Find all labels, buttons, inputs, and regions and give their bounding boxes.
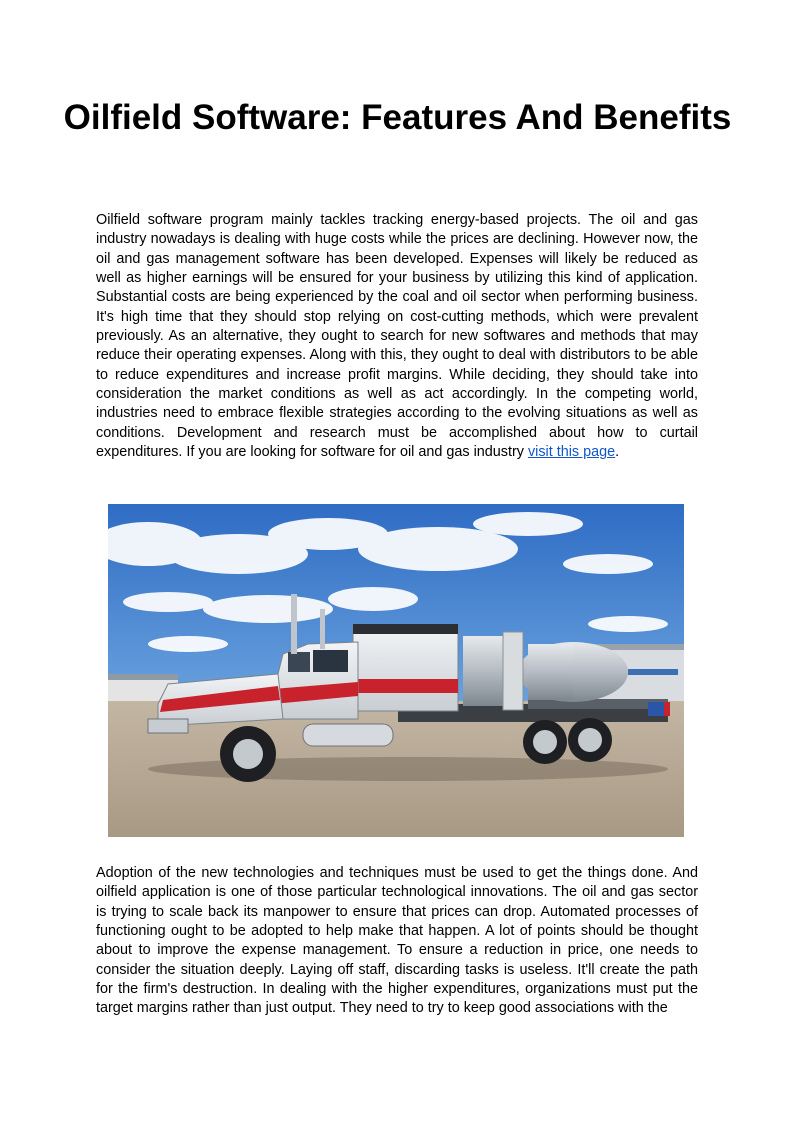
- intro-paragraph-end: .: [615, 444, 620, 461]
- page-title: Oilfield Software: Features And Benefits: [63, 98, 732, 137]
- truck-sleeper: [353, 626, 458, 711]
- visit-page-link[interactable]: visit this page: [527, 444, 616, 461]
- body-paragraph: Adoption of the new technologies and techniques must be used to get the things done. And oilfield application is one of those particular technological innovations. The oil and gas sector is trying to scale back its manpower to ensure that prices can drop. Automated processes of functioning ought to be adopted to help make that happen. A lot of points should be thought about to improve the expense management. To ensure a reduction in price, one needs to consider the situation deeply. Laying off staff, discarding tasks is useless. It'll create the path for the firm's destruction. In dealing with the higher expenditures, organizations must put the target margins rather than just output. They need to try to keep good associations with the: [96, 865, 698, 1017]
- intro-paragraph-text: Oilfield software program mainly tackles tracking energy-based projects. The oil and gas industry nowadays is dealing with huge costs while the prices are declining. However now, the oil and gas management software has been developed. Expenses will likely be reduced as well as higher earnings will be ensured for your business by utilizing this kind of application. Substantial costs are being experienced by the coal and oil sector when performing business. It's high time that they should stop relying on cost-cutting methods, which were prevalent previously. As an alternative, they ought to search for new softwares and methods that may reduce their operating expenses. Along with this, they ought to deal with distributors to be able to reduce expenditures and increase profit margins. While deciding, they should take into consideration the market conditions as well as act accordingly. In the competing world, industries need to embrace flexible strategies according to the evolving situations as well as conditions. Development and research must be accomplished about how to curtail expenditures. If you are looking for software for oil and gas industry: [96, 212, 698, 461]
- intro-paragraph: [96, 211, 698, 462]
- truck-photo: [108, 504, 684, 837]
